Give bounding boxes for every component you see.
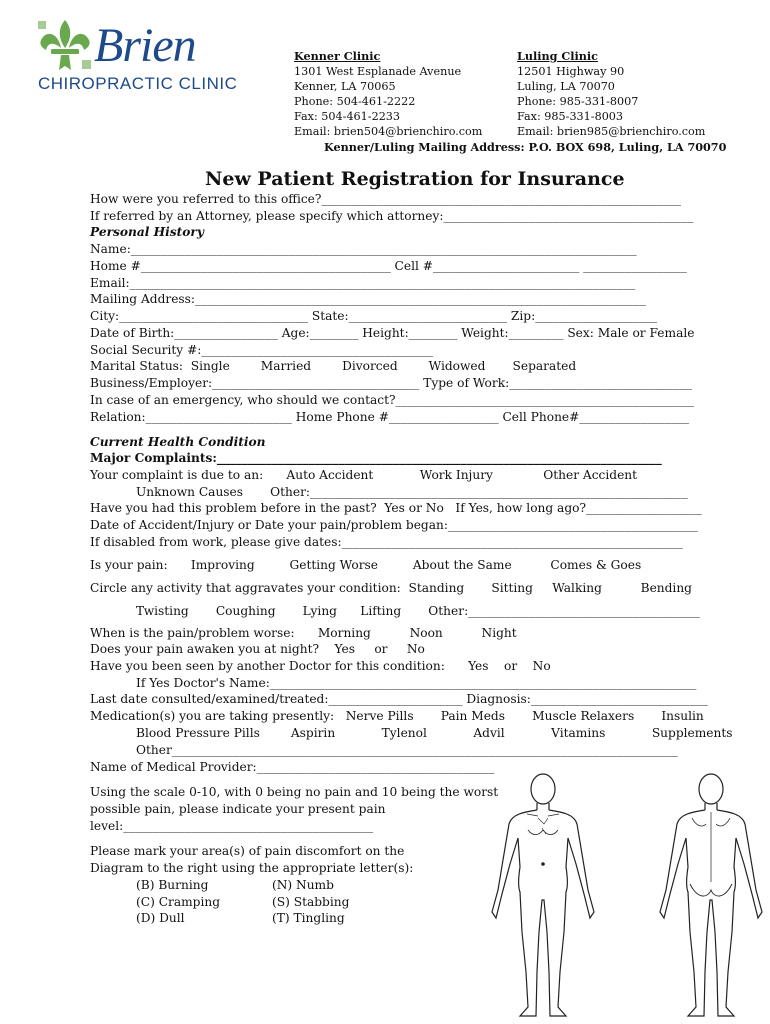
- seen-other-doctor-options[interactable]: Have you been seen by another Doctor for this condition: Yes or No: [90, 659, 551, 673]
- referred-field[interactable]: How were you referred to this office?___________________________________________________________: [90, 192, 681, 206]
- medical-provider-field[interactable]: Name of Medical Provider:_______________________________________: [90, 760, 495, 774]
- attorney-field[interactable]: If referred by an Attorney, please specify which attorney:_________________________________________: [90, 209, 694, 223]
- pain-trend-options[interactable]: Is your pain: Improving Getting Worse About the Same Comes & Goes: [90, 558, 642, 572]
- mailing-address: Kenner/Luling Mailing Address: P.O. BOX 698, Luling, LA 70070: [324, 140, 727, 154]
- ssn-field[interactable]: Social Security #:______________________________________: [90, 343, 433, 357]
- mark-instruction-1: Please mark your area(s) of pain discomfort on the: [90, 844, 405, 858]
- pain-code-cramping: (C) Cramping: [136, 895, 221, 909]
- fleur-de-lis-logo-icon: [36, 18, 94, 74]
- luling-city: Luling, LA 70070: [517, 80, 615, 93]
- logo-subtitle: CHIROPRACTIC CLINIC: [38, 74, 238, 93]
- aggravating-activity-options-2[interactable]: Twisting Coughing Lying Lifting Other:______________________________________: [136, 604, 700, 618]
- medication-options[interactable]: Medication(s) you are taking presently: Nerve Pills Pain Meds Muscle Relaxers Insulin: [90, 709, 704, 723]
- kenner-email: Email: brien504@brienchiro.com: [294, 125, 483, 138]
- luling-fax: Fax: 985-331-8003: [517, 110, 624, 123]
- complaint-cause-options[interactable]: Your complaint is due to an: Auto Accident Work Injury Other Accident: [90, 468, 638, 482]
- body-diagram-back[interactable]: [650, 772, 770, 1020]
- aggravating-activity-options[interactable]: Circle any activity that aggravates your condition: Standing Sitting Walking Bending: [90, 581, 692, 595]
- body-diagram-front[interactable]: [482, 772, 604, 1020]
- medication-options-2[interactable]: Blood Pressure Pills Aspirin Tylenol Advil Vitamins Supplements: [136, 726, 733, 740]
- pain-code-tingling: (T) Tingling: [272, 911, 345, 925]
- had-before-field[interactable]: Have you had this problem before in the past? Yes or No If Yes, how long ago?___________________: [90, 501, 702, 515]
- luling-clinic-block: [517, 49, 705, 139]
- kenner-title: Kenner Clinic: [294, 49, 381, 63]
- kenner-city: Kenner, LA 70065: [294, 80, 396, 93]
- luling-address: 12501 Highway 90: [517, 65, 625, 78]
- personal-history-heading: Personal History: [90, 225, 204, 239]
- emergency-contact-field[interactable]: In case of an emergency, who should we contact?_________________________________________________: [90, 393, 695, 407]
- dob-age-height-weight-sex-field[interactable]: Date of Birth:_________________ Age:________ Height:________ Weight:_________ Sex: Male or Female: [90, 326, 695, 340]
- kenner-clinic-block: [294, 49, 482, 139]
- last-date-diagnosis-field[interactable]: Last date consulted/examined/treated:______________________ Diagnosis:_____________________________: [90, 692, 708, 706]
- medication-other-field[interactable]: Other___________________________________________________________________________________: [136, 743, 678, 757]
- date-accident-field[interactable]: Date of Accident/Injury or Date your pain/problem began:_________________________________________: [90, 518, 698, 532]
- kenner-address: 1301 West Esplanade Avenue: [294, 65, 462, 78]
- luling-title: Luling Clinic: [517, 49, 598, 63]
- logo-brien-text: Brien: [94, 19, 196, 72]
- pain-code-burning: (B) Burning: [136, 878, 209, 892]
- home-cell-field[interactable]: Home #_________________________________________ Cell #________________________ _________________: [90, 259, 687, 273]
- mark-instruction-2: Diagram to the right using the appropriate letter(s):: [90, 861, 414, 875]
- unknown-other-field[interactable]: Unknown Causes Other:______________________________________________________________: [136, 485, 688, 499]
- disabled-dates-field[interactable]: If disabled from work, please give dates:________________________________________________________: [90, 535, 683, 549]
- city-state-zip-field[interactable]: City:_______________________________ State:__________________________ Zip:____________________: [90, 309, 658, 323]
- relation-phones-field[interactable]: Relation:________________________ Home Phone #__________________ Cell Phone#__________________: [90, 410, 690, 424]
- pain-level-field[interactable]: level:_________________________________________: [90, 819, 374, 833]
- luling-email: Email: brien985@brienchiro.com: [517, 125, 706, 138]
- kenner-phone: Phone: 504-461-2222: [294, 95, 416, 108]
- name-field[interactable]: Name:___________________________________________________________________________________: [90, 242, 637, 256]
- current-health-heading: Current Health Condition: [90, 435, 266, 449]
- pain-code-stabbing: (S) Stabbing: [272, 895, 350, 909]
- pain-awaken-options[interactable]: Does your pain awaken you at night? Yes or No: [90, 642, 425, 656]
- form-title: New Patient Registration for Insurance: [205, 168, 625, 190]
- pain-worse-time-options[interactable]: When is the pain/problem worse: Morning Noon Night: [90, 626, 517, 640]
- pain-scale-instruction-1: Using the scale 0-10, with 0 being no pain and 10 being the worst: [90, 785, 499, 799]
- business-employer-field[interactable]: Business/Employer:__________________________________ Type of Work:______________________________: [90, 376, 693, 390]
- kenner-fax: Fax: 504-461-2233: [294, 110, 401, 123]
- doctor-name-field[interactable]: If Yes Doctor's Name:______________________________________________________________________: [136, 676, 697, 690]
- email-field[interactable]: Email:___________________________________________________________________________________: [90, 276, 636, 290]
- luling-phone: Phone: 985-331-8007: [517, 95, 639, 108]
- marital-status-options[interactable]: Marital Status: Single Married Divorced Widowed Separated: [90, 359, 577, 373]
- mailing-address-field[interactable]: Mailing Address:__________________________________________________________________________: [90, 292, 646, 306]
- major-complaints-field[interactable]: Major Complaints:_________________________________________________________________________: [90, 451, 662, 465]
- pain-scale-instruction-2: possible pain, please indicate your present pain: [90, 802, 386, 816]
- pain-code-dull: (D) Dull: [136, 911, 185, 925]
- pain-code-numb: (N) Numb: [272, 878, 334, 892]
